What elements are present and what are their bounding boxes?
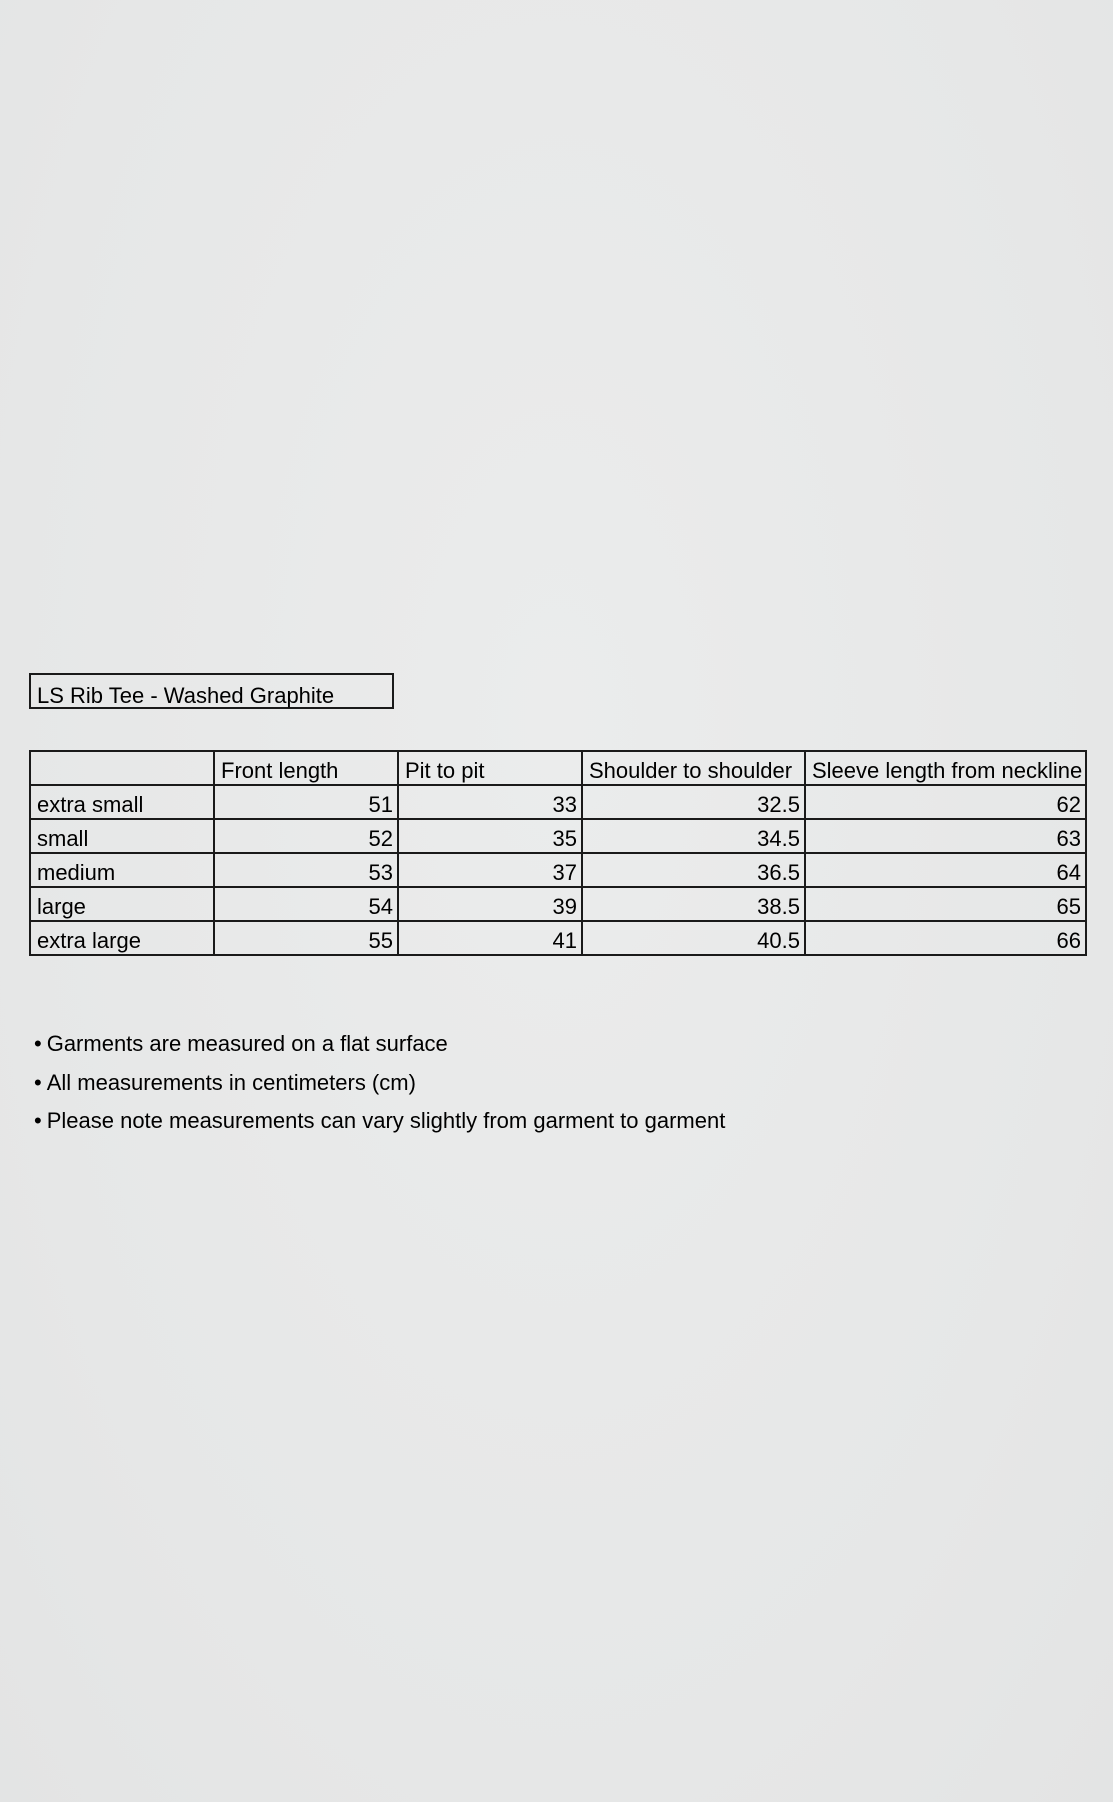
table-row	[30, 887, 1086, 921]
pit-to-pit-value: 39	[398, 887, 582, 921]
size-label: medium	[30, 853, 214, 887]
note-text: All measurements in centimeters (cm)	[46, 1069, 416, 1095]
header-sleeve-length: Sleeve length from neckline	[805, 751, 1086, 785]
header-shoulder-to-shoulder: Shoulder to shoulder	[582, 751, 805, 785]
size-label: large	[30, 887, 214, 921]
note-item	[34, 1064, 725, 1103]
sleeve-length-value: 62	[805, 785, 1086, 819]
front-length-value: 53	[214, 853, 398, 887]
sleeve-length-value: 66	[805, 921, 1086, 955]
front-length-value: 52	[214, 819, 398, 853]
shoulder-to-shoulder-value: 32.5	[582, 785, 805, 819]
table-row	[30, 785, 1086, 819]
note-text: Garments are measured on a flat surface	[46, 1031, 448, 1056]
bullet-icon: •	[34, 1108, 42, 1133]
table-row	[30, 819, 1086, 853]
pit-to-pit-value: 37	[398, 853, 582, 887]
pit-to-pit-value: 41	[398, 921, 582, 955]
table-row	[30, 921, 1086, 955]
bullet-icon: •	[34, 1069, 42, 1095]
note-item	[34, 1102, 725, 1141]
front-length-value: 51	[214, 785, 398, 819]
bullet-icon: •	[34, 1031, 42, 1056]
measurement-notes	[34, 1025, 725, 1141]
table-header-row	[30, 751, 1086, 785]
sleeve-length-value: 65	[805, 887, 1086, 921]
product-title: LS Rib Tee - Washed Graphite	[29, 673, 394, 709]
header-pit-to-pit: Pit to pit	[398, 751, 582, 785]
size-label: small	[30, 819, 214, 853]
header-front-length: Front length	[214, 751, 398, 785]
pit-to-pit-value: 35	[398, 819, 582, 853]
size-label: extra small	[30, 785, 214, 819]
front-length-value: 54	[214, 887, 398, 921]
front-length-value: 55	[214, 921, 398, 955]
shoulder-to-shoulder-value: 34.5	[582, 819, 805, 853]
header-size	[30, 751, 214, 785]
shoulder-to-shoulder-value: 38.5	[582, 887, 805, 921]
note-item	[34, 1025, 725, 1064]
size-label: extra large	[30, 921, 214, 955]
sleeve-length-value: 63	[805, 819, 1086, 853]
sleeve-length-value: 64	[805, 853, 1086, 887]
size-chart-table	[29, 750, 1087, 956]
shoulder-to-shoulder-value: 36.5	[582, 853, 805, 887]
shoulder-to-shoulder-value: 40.5	[582, 921, 805, 955]
note-text: Please note measurements can vary slightly from garment to garment	[46, 1108, 726, 1133]
table-row	[30, 853, 1086, 887]
pit-to-pit-value: 33	[398, 785, 582, 819]
